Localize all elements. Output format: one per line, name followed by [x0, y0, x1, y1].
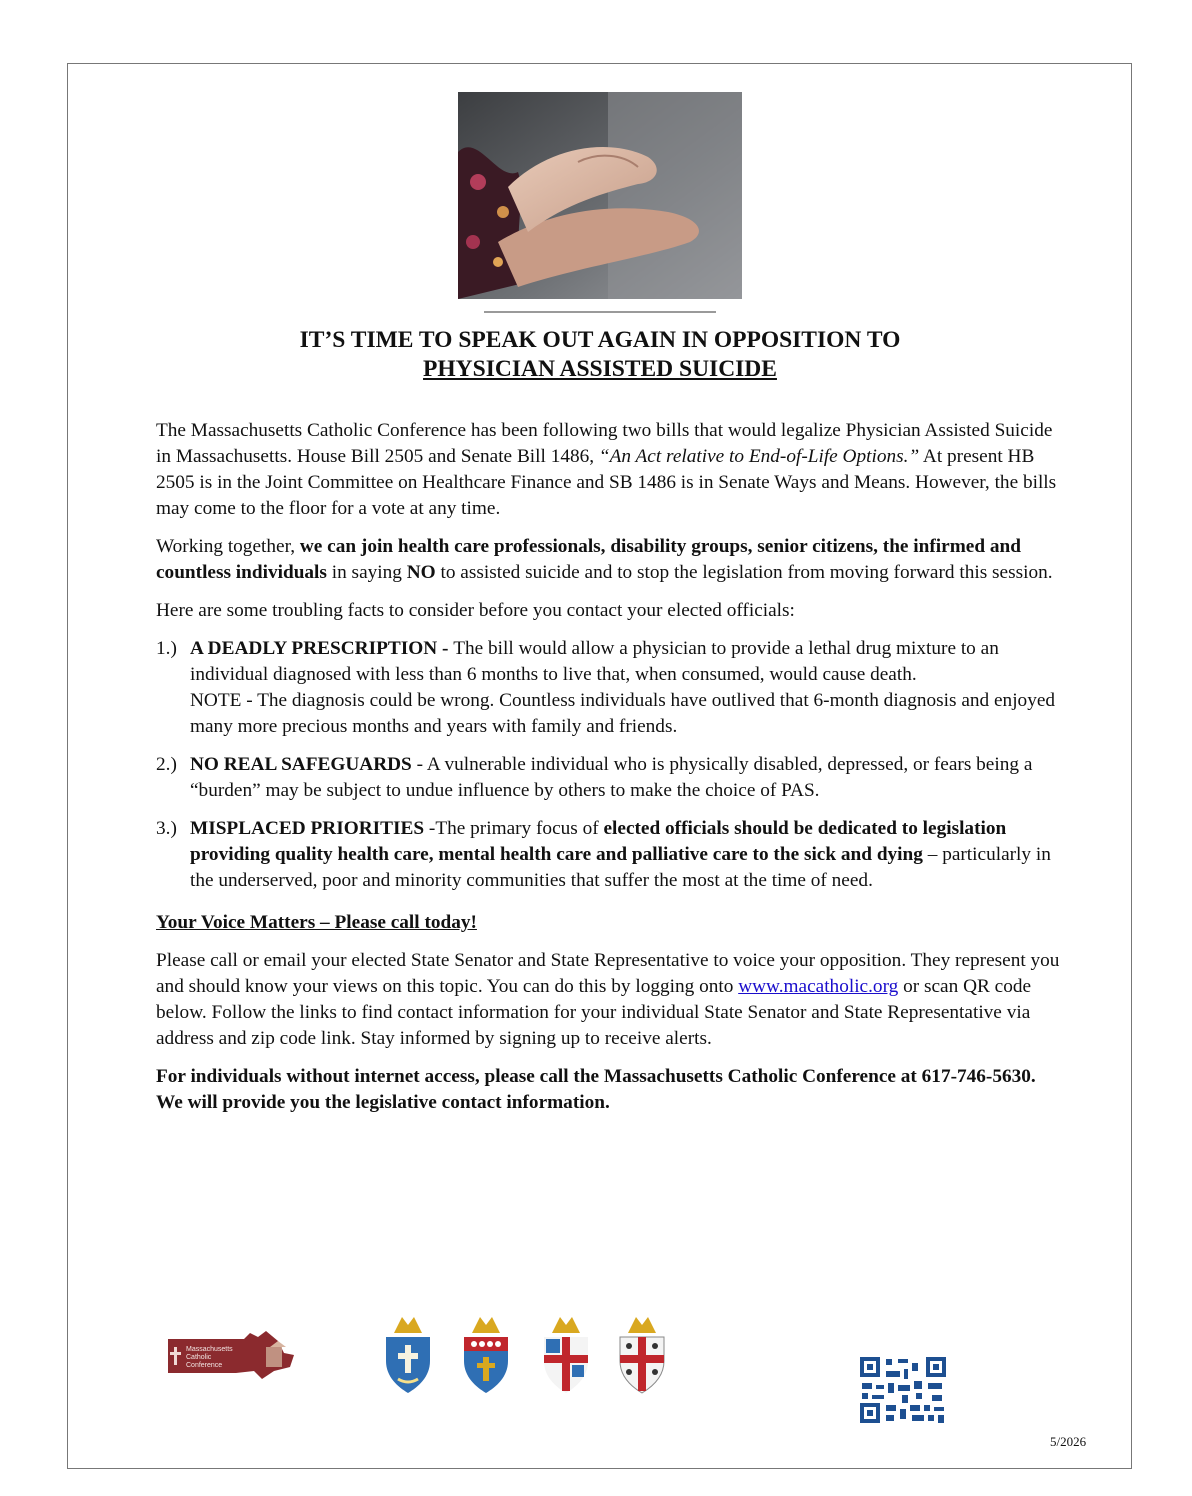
- logo-text-1: Massachusetts: [186, 1346, 233, 1353]
- crest-icon-3: [538, 1315, 594, 1400]
- cta-heading: Your Voice Matters – Please call today!: [156, 912, 477, 933]
- hands-photo: [458, 92, 742, 299]
- cta-text: Please call or email your elected State Senator and State Representative to voice your opposition. They represent you and should know your views on this topic. You can do this by logging onto: [156, 950, 1060, 997]
- intro-text-2: At present HB 2505 is in the Joint Committee on Healthcare Finance and SB 1486 is in Senate Ways and Means. However, the bills may come to the floor for a vote at any time.: [156, 446, 1057, 519]
- fact-text: The bill would allow a physician to provide a lethal drug mixture to an individual diagnosed with less than 6 months to live that, when consumed, would cause death.: [190, 638, 999, 685]
- divider-rule: [484, 311, 716, 313]
- fact-text-2: – particularly in the underserved, poor and minority communities that suffer the most at the time of need.: [190, 844, 1051, 891]
- working-text-3: to assisted suicide and to stop the legislation from moving forward this session.: [435, 562, 1053, 583]
- no-internet-paragraph: [156, 1064, 1061, 1116]
- title-line-1: IT’S TIME TO SPEAK OUT AGAIN IN OPPOSITION TO: [299, 327, 901, 353]
- page-title: [200, 326, 1000, 384]
- mcc-logo: [166, 1327, 296, 1390]
- working-text-2: in saying: [326, 562, 407, 583]
- act-name: “An Act relative to End-of-Life Options.”: [598, 446, 920, 467]
- facts-intro: Here are some troubling facts to consider before you contact your elected officials:: [156, 600, 795, 621]
- note-label: NOTE -: [190, 690, 258, 711]
- qr-code-icon[interactable]: [858, 1355, 948, 1430]
- logo-text-2: Catholic: [186, 1354, 212, 1361]
- working-bold: we can join health care professionals, disability groups, senior citizens, the infirmed and countless individuals: [156, 536, 1021, 583]
- fact-item-3: [156, 816, 1061, 894]
- fact-heading: A DEADLY PRESCRIPTION -: [190, 638, 454, 659]
- crest-icon-4: [614, 1315, 670, 1400]
- document-body: [156, 418, 1061, 1128]
- working-paragraph: [156, 534, 1061, 586]
- fact-item-2: [156, 752, 1061, 804]
- fact-number: 1.): [156, 638, 177, 659]
- no-internet-text: For individuals without internet access, please call the Massachusetts Catholic Conference at 617-746-5630. We will provide you the legislative contact information.: [156, 1066, 1036, 1113]
- note-text: The diagnosis could be wrong. Countless individuals have outlived that 6-month diagnosis and enjoyed many more precious months and years with family and friends.: [190, 690, 1056, 737]
- fact-text: - A vulnerable individual who is physically disabled, depressed, or fears being a “burden” may be subject to undue influence by others to make the choice of PAS.: [190, 754, 1033, 801]
- fact-number: 3.): [156, 818, 177, 839]
- cta-text-2: or scan QR code below. Follow the links to find contact information for your individual State Senator and State Representative via address and zip code link. Stay informed by signing up to receive alerts.: [156, 976, 1032, 1049]
- fact-number: 2.): [156, 754, 177, 775]
- working-no: NO: [406, 562, 436, 583]
- crest-icon-2: [458, 1315, 514, 1400]
- fact-heading: MISPLACED PRIORITIES: [190, 818, 425, 839]
- fact-text: -The primary focus of: [424, 818, 604, 839]
- title-line-2: PHYSICIAN ASSISTED SUICIDE: [423, 356, 777, 382]
- intro-text: The Massachusetts Catholic Conference has been following two bills that would legalize Physician Assisted Suicide in Massachusetts. House Bill 2505 and Senate Bill 1486,: [156, 420, 1053, 467]
- fact-heading: NO REAL SAFEGUARDS: [190, 754, 412, 775]
- macatholic-link[interactable]: www.macatholic.org: [738, 976, 899, 997]
- cta-paragraph: [156, 948, 1061, 1052]
- crest-icon-1: [380, 1315, 436, 1400]
- date-stamp: 5/2026: [1050, 1434, 1087, 1449]
- working-text: Working together,: [156, 536, 300, 557]
- logo-text-3: Conference: [186, 1362, 223, 1369]
- intro-paragraph: [156, 418, 1061, 522]
- fact-bold: elected officials should be dedicated to legislation providing quality health care, mental health care and palliative care to the sick and dying: [190, 818, 1007, 865]
- fact-item-1: [156, 636, 1061, 740]
